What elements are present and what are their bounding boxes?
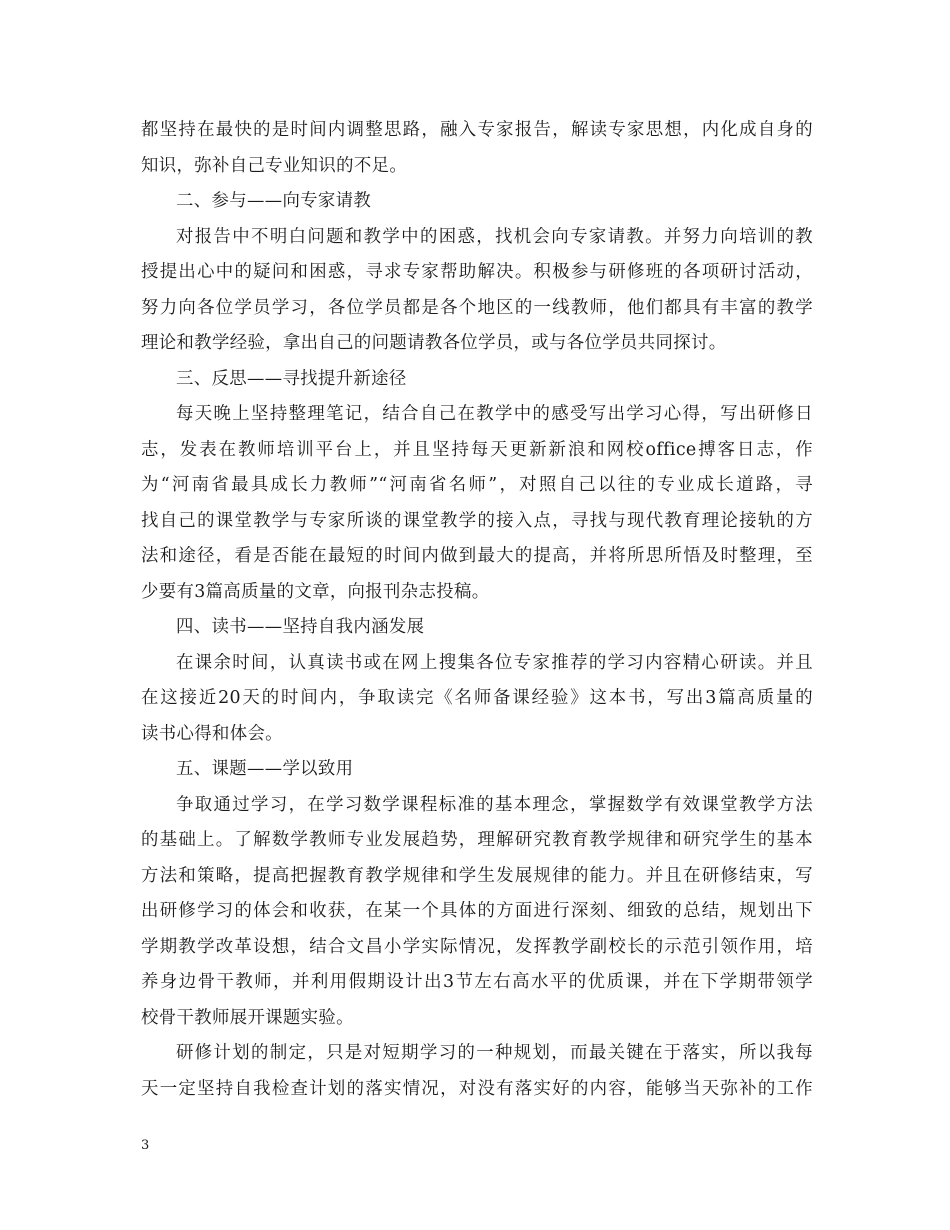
document-body (141, 113, 813, 1107)
body-text-line: 养身边骨干教师，并利用假期设计出3节左右高水平的优质课，并在下学期带领学 (141, 972, 813, 992)
body-text-line: 知识，弥补自己专业知识的不足。 (141, 155, 408, 176)
body-text-line: 出研修学习的体会和收获，在某一个具体的方面进行深刻、细致的总结，规划出下 (141, 901, 813, 921)
body-text-line: 在这接近20天的时间内，争取读完《名师备课经验》这本书，写出3篇高质量的 (141, 688, 813, 708)
body-text-line: 对报告中不明白问题和教学中的困惑，找机会向专家请教。并努力向培训的教 (176, 226, 813, 247)
body-text-line: 在课余时间，认真读书或在网上搜集各位专家推荐的学习内容精心研读。并且 (176, 652, 813, 673)
section-heading-project: 五、课题——学以致用 (176, 759, 354, 779)
body-text-line: 读书心得和体会。 (141, 723, 283, 744)
body-text-line: 少要有3篇高质量的文章，向报刊杂志投稿。 (141, 581, 490, 602)
body-text-line: 方法和策略，提高把握教育教学规律和学生发展规律的能力。并且在研修结束，写 (141, 865, 813, 886)
body-text-line: 理论和教学经验，拿出自己的问题请教各位学员，或与各位学员共同探讨。 (141, 333, 727, 353)
page-number: 3 (141, 1138, 150, 1153)
body-text-line: 每天晚上坚持整理笔记，结合自己在教学中的感受写出学习心得，写出研修日 (176, 404, 813, 424)
body-text-line: 都坚持在最快的是时间内调整思路，融入专家报告，解读专家思想，内化成自身的 (141, 120, 813, 140)
body-text-line: 志，发表在教师培训平台上，并且坚持每天更新新浪和网校office搏客日志，作 (141, 439, 813, 460)
body-text-line: 天一定坚持自我检查计划的落实情况，对没有落实好的内容，能够当天弥补的工作 (141, 1078, 813, 1099)
section-heading-reading: 四、读书——坚持自我内涵发展 (176, 617, 425, 637)
body-text-line: 努力向各位学员学习，各位学员都是各个地区的一线教师，他们都具有丰富的教学 (141, 297, 813, 318)
body-text-line: 的基础上。了解数学教师专业发展趋势，理解研究教育教学规律和研究学生的基本 (141, 830, 813, 850)
body-text-line: 为“河南省最具成长力教师”“河南省名师”，对照自己以往的专业成长道路，寻 (141, 475, 813, 495)
body-text-line: 学期教学改革设想，结合文昌小学实际情况，发挥教学副校长的示范引领作用，培 (141, 936, 813, 957)
body-text-line: 校骨干教师展开课题实验。 (141, 1007, 354, 1028)
body-text-line: 研修计划的制定，只是对短期学习的一种规划，而最关键在于落实，所以我每 (176, 1043, 813, 1063)
section-heading-participation: 二、参与——向专家请教 (176, 191, 372, 211)
body-text-line: 法和途径，看是否能在最短的时间内做到最大的提高，并将所思所悟及时整理，至 (141, 546, 813, 566)
body-text-line: 授提出心中的疑问和困惑，寻求专家帮助解决。积极参与研修班的各项研讨活动， (141, 262, 813, 282)
body-text-line: 争取通过学习，在学习数学课程标准的基本理念，掌握数学有效课堂教学方法 (176, 794, 813, 815)
body-text-line: 找自己的课堂教学与专家所谈的课堂教学的接入点，寻找与现代教育理论接轨的方 (141, 510, 813, 531)
section-heading-reflection: 三、反思——寻找提升新途径 (176, 368, 407, 389)
